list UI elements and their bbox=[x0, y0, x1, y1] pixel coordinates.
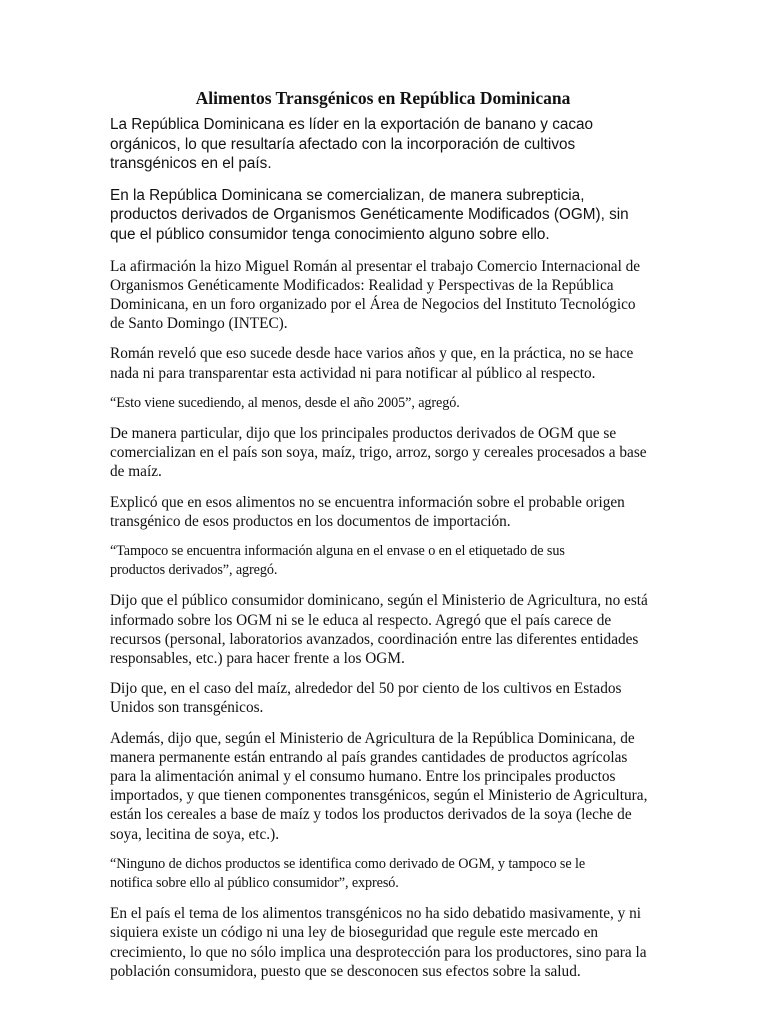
paragraph-line: notifica sobre ello al público consumidor”, expresó. bbox=[110, 875, 399, 892]
paragraph-line: nada ni para transparentar esta actividad ni para notificar al público al respecto. bbox=[110, 364, 596, 382]
paragraph-line: En el país el tema de los alimentos transgénicos no ha sido debatido masivamente, y ni bbox=[110, 905, 642, 923]
quote-paragraph bbox=[110, 394, 662, 413]
body-paragraph bbox=[110, 679, 662, 717]
paragraph-line: comercializan en el país son soya, maíz, trigo, arroz, sorgo y cereales procesados a base bbox=[110, 444, 647, 462]
paragraph-line: De manera particular, dijo que los principales productos derivados de OGM que se bbox=[110, 424, 617, 442]
document-title: Alimentos Transgénicos en República Dominicana bbox=[195, 88, 571, 108]
paragraph-line: orgánicos, lo que resultaría afectado con la incorporación de cultivos bbox=[110, 135, 576, 153]
paragraph-line: Además, dijo que, según el Ministerio de Agricultura de la República Dominicana, de bbox=[110, 729, 635, 747]
paragraph-line: población consumidora, puesto que se desconocen sus efectos sobre la salud. bbox=[110, 962, 581, 980]
document-body bbox=[110, 115, 662, 992]
paragraph-line: Explicó que en esos alimentos no se encuentra información sobre el probable origen bbox=[110, 493, 625, 511]
paragraph-line: La República Dominicana es líder en la exportación de banano y cacao bbox=[110, 116, 594, 133]
quote-paragraph bbox=[110, 855, 662, 893]
paragraph-line: manera permanente están entrando al país grandes cantidades de productos agrícolas bbox=[110, 748, 628, 766]
paragraph-line: crecimiento, lo que no sólo implica una desprotección para los productores, sino para la bbox=[110, 943, 647, 961]
paragraph-line: que el público consumidor tenga conocimiento alguno sobre ello. bbox=[110, 225, 550, 243]
paragraph-line: siquiera existe un código ni una ley de bioseguridad que regule este mercado en bbox=[110, 924, 599, 942]
paragraph-line: están los cereales a base de maíz y todos los productos derivados de la soya (leche de bbox=[110, 806, 632, 824]
paragraph-line: productos derivados de Organismos Genéticamente Modificados (OGM), sin bbox=[110, 206, 629, 224]
body-paragraph bbox=[110, 257, 662, 334]
body-paragraph bbox=[110, 904, 662, 981]
paragraph-line: de Santo Domingo (INTEC). bbox=[110, 315, 288, 333]
body-paragraph bbox=[110, 186, 662, 245]
paragraph-line: responsables, etc.) para hacer frente a los OGM. bbox=[110, 650, 405, 668]
paragraph-line: Dijo que el público consumidor dominicano, según el Ministerio de Agricultura, no está bbox=[110, 592, 648, 610]
paragraph-line: Dominicana, en un foro organizado por el Área de Negocios del Instituto Tecnológico bbox=[110, 295, 636, 313]
paragraph-line: recursos (personal, laboratorios avanzados, coordinación entre las diferentes entidades bbox=[110, 630, 639, 648]
paragraph-line: En la República Dominicana se comercializan, de manera subrepticia, bbox=[110, 186, 585, 204]
paragraph-line: para la alimentación animal y el consumo humano. Entre los principales productos bbox=[110, 768, 616, 786]
body-paragraph bbox=[110, 729, 662, 844]
paragraph-line: Organismos Genéticamente Modificados: Realidad y Perspectivas de la República bbox=[110, 276, 614, 294]
paragraph-line: productos derivados”, agregó. bbox=[110, 562, 278, 579]
paragraph-line: transgénico de esos productos en los documentos de importación. bbox=[110, 512, 511, 530]
paragraph-line: “Esto viene sucediendo, al menos, desde el año 2005”, agregó. bbox=[110, 394, 460, 411]
paragraph-line: Unidos son transgénicos. bbox=[110, 699, 264, 717]
paragraph-line: Román reveló que eso sucede desde hace varios años y que, en la práctica, no se hace bbox=[110, 345, 634, 363]
paragraph-line: La afirmación la hizo Miguel Román al presentar el trabajo Comercio Internacional de bbox=[110, 257, 641, 275]
paragraph-line: importados, y que tienen componentes transgénicos, según el Ministerio de Agricultura, bbox=[110, 787, 648, 805]
paragraph-line: informado sobre los OGM ni se le educa al respecto. Agregó que el país carece de bbox=[110, 611, 612, 629]
paragraph-line: “Ninguno de dichos productos se identifica como derivado de OGM, y tampoco se le bbox=[110, 855, 586, 872]
quote-paragraph bbox=[110, 542, 662, 580]
body-paragraph bbox=[110, 493, 662, 531]
body-paragraph bbox=[110, 591, 662, 668]
paragraph-line: soya, lecitina de soya, etc.). bbox=[110, 825, 280, 843]
paragraph-line: “Tampoco se encuentra información alguna en el envase o en el etiquetado de sus bbox=[110, 543, 565, 559]
paragraph-line: transgénicos en el país. bbox=[110, 155, 272, 173]
body-paragraph bbox=[110, 344, 662, 382]
body-paragraph bbox=[110, 424, 662, 482]
paragraph-line: Dijo que, en el caso del maíz, alrededor del 50 por ciento de los cultivos en Estados bbox=[110, 680, 622, 698]
paragraph-line: de maíz. bbox=[110, 463, 162, 481]
body-paragraph bbox=[110, 115, 662, 174]
